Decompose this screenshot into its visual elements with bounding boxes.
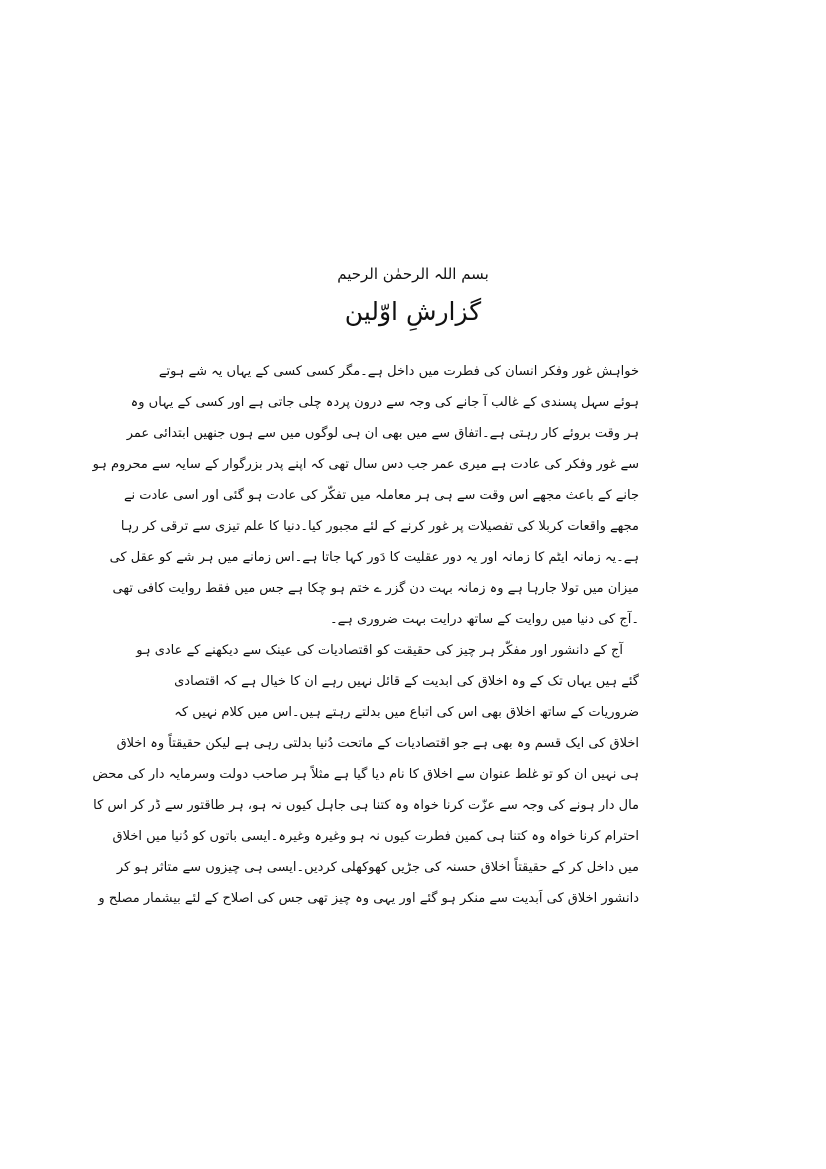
text-line: میں داخل کر کے حقیقتاً اخلاق حسنہ کی جڑیں کھوکھلی کردیں۔ایسی ہی چیزوں سے متاثر ہو کر <box>116 860 639 875</box>
text-line: ہی نہیں ان کو تو غلط عنوان سے اخلاق کا نام دیا گیا ہے مثلاً ہر صاحب دولت وسرمایہ دار کی محض <box>92 767 639 782</box>
text-line: ہر وقت بروئے کار رہتی ہے۔اتفاق سے میں بھی ان ہی لوگوں میں سے ہوں جنھیں ابتدائی عمر <box>126 426 639 441</box>
text-line: آج کے دانشور اور مفکّر ہر چیز کی حقیقت کو اقتصادیات کی عینک سے دیکھنے کے عادی ہو <box>136 643 623 658</box>
bismillah-text: بسم اللہ الرحمٰن الرحیم <box>337 265 489 283</box>
text-line: ہے۔یہ زمانہ ایٹم کا زمانہ اور یہ دور عقلیت کا دَور کہا جاتا ہے۔اس زمانے میں ہر شے کو عقل کی <box>109 550 639 565</box>
page-title: گزارشِ اوّلین <box>344 297 482 326</box>
text-line: میزان میں تولا جارہا ہے وہ زمانہ بہت دن گزر ے ختم ہو چکا ہے جس میں فقط روایت کافی تھی <box>112 581 639 596</box>
text-line: ہوئے سہل پسندی کے غالب آ جانے کی وجہ سے درون پردہ چلی جاتی ہے اور کسی کے یہاں وہ <box>130 395 639 410</box>
paragraph-2 <box>92 635 639 914</box>
text-line: خواہش غور وفکر انسان کی فطرت میں داخل ہے۔مگر کسی کسی کے یہاں یہ شے ہوتے <box>158 364 639 379</box>
text-line: جانے کے باعث مجھے اس وقت سے ہی ہر معاملہ میں تفکّر کی عادت ہو گئی اور اسی عادت نے <box>123 488 639 503</box>
text-line: ضروریات کے ساتھ اخلاق بھی اس کی اتباع میں بدلتے رہتے ہیں۔اس میں کلام نہیں کہ <box>174 705 639 720</box>
text-line: ۔آج کی دنیا میں روایت کے ساتھ درایت بہت ضروری ہے۔ <box>330 612 639 627</box>
text-line: مال دار ہونے کی وجہ سے عزّت کرنا خواہ وہ کتنا ہی جاہل کیوں نہ ہو، ہر طاقتور سے ڈر کر اس کا <box>93 798 639 813</box>
text-line: گئے ہیں یہاں تک کے وہ اخلاق کی ابدیت کے قائل نہیں رہے ان کا خیال ہے کہ اقتصادی <box>174 674 639 689</box>
text-line: مجھے واقعات کربلا کی تفصیلات پر غور کرنے کے لئے مجبور کیا۔دنیا کا علم تیزی سے ترقی کر رہا <box>120 519 639 534</box>
text-line: دانشور اخلاق کی اَبدیت سے منکر ہو گئے اور یہی وہ چیز تھی جس کی اصلاح کے لئے بیشمار مصلح و <box>98 891 639 906</box>
text-line: احترام کرنا خواہ وہ کتنا ہی کمین فطرت کیوں نہ ہو وغیرہ وغیرہ۔ایسی باتوں کو دُنیا میں اخلاق <box>112 829 639 844</box>
paragraph-1 <box>92 356 639 635</box>
text-line: سے غور وفکر کی عادت ہے میری عمر جب دس سال تھی کہ اپنے پدر بزرگوار کے سایہ سے محروم ہو <box>92 457 639 472</box>
body-text <box>92 356 639 914</box>
text-line: اخلاق کی ایک قسم وہ بھی ہے جو اقتصادیات کے ماتحت دُنیا بدلتی رہی ہے لیکن حقیقتاً وہ اخلاق <box>116 736 639 751</box>
